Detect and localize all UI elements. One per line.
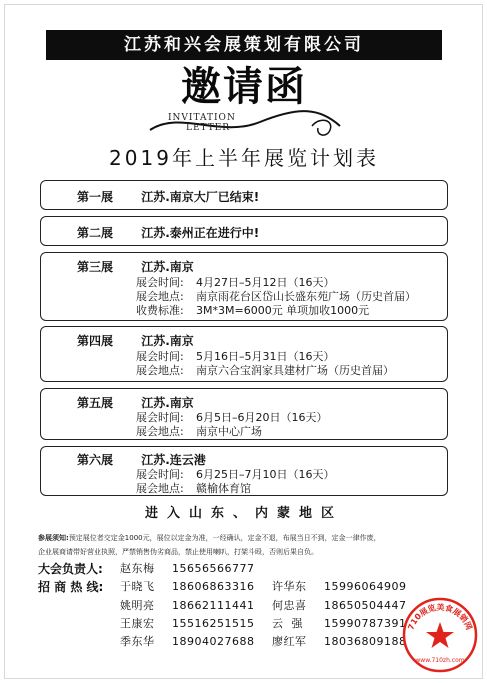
exhibitor-notice: [38, 531, 458, 559]
plan-title: 2019年上半年展览计划表: [109, 146, 379, 170]
event-city: 江苏.南京大厂已结束!: [141, 190, 260, 204]
hotline-contact: 王康宏 15516251515: [120, 617, 255, 630]
event-time: 展会时间: 4月27日–5月12日（16天）: [136, 276, 335, 289]
event-venue: 展会地点: 南京中心广场: [136, 425, 262, 438]
hotline-contact: 于晓飞 18606863316: [120, 580, 255, 593]
notice-line-2: 企业展商请带好营业执照，严禁销售伪劣商品，禁止使用喇叭，打架斗殴，否则后果自负。: [38, 548, 318, 556]
event-number: 第四展: [77, 334, 114, 348]
invitation-title: 邀请函: [181, 63, 307, 110]
company-seal-stamp: [401, 596, 479, 674]
invitation-sub-line2: LETTER: [186, 123, 231, 133]
event-city: 江苏.南京: [141, 396, 194, 410]
event-number: 第三展: [77, 260, 114, 274]
event-number: 第一展: [77, 190, 114, 204]
event-city: 江苏.南京: [141, 334, 194, 348]
region-notice: 进入山东、内蒙地区: [144, 506, 343, 521]
seal-text: 710展览美食展销网: [406, 602, 474, 632]
hotline-contact: 何忠喜 18650504447: [272, 599, 407, 612]
notice-label: 参展须知:: [38, 534, 69, 542]
hotline-label: 招 商 热 线:: [38, 580, 104, 594]
hotline-contact: 廖红军 18036809188: [272, 635, 407, 648]
event-5-box: [40, 388, 448, 440]
event-venue: 展会地点: 南京雨花台区岱山长盛东苑广场（历史首届）: [136, 290, 416, 303]
star-icon: [426, 622, 454, 648]
event-2-header: [77, 224, 259, 241]
event-venue: 展会地点: 南京六合宝润家具建材广场（历史首届）: [136, 364, 394, 377]
hotline-contact: 季东华 18904027688: [120, 635, 255, 648]
event-3-box: [40, 252, 448, 321]
event-venue: 展会地点: 赣榆体育馆: [136, 482, 251, 495]
event-time: 展会时间: 6月25日–7月10日（16天）: [136, 468, 335, 481]
invitation-sub-line1: INVITATION: [168, 113, 236, 123]
manager-label: 大会负责人:: [38, 562, 103, 576]
event-3-header: [77, 258, 194, 275]
event-time: 展会时间: 5月16日–5月31日（16天）: [136, 350, 335, 363]
event-2-box: [40, 216, 448, 246]
notice-line-1: 参展须知:预定展位者交定金1000元，展位以定金为准，一经确认，定金不退，布展当日不到，定金一律作废，: [38, 534, 381, 542]
invitation-subtitle: [168, 113, 308, 133]
event-1-box: [40, 180, 448, 210]
event-fee: 收费标准: 3M*3M=6000元 单项加收1000元: [136, 304, 370, 317]
event-number: 第六展: [77, 453, 114, 467]
event-6-box: [40, 446, 448, 496]
event-city: 江苏.连云港: [141, 453, 206, 467]
event-number: 第二展: [77, 226, 114, 240]
event-time: 展会时间: 6月5日–6月20日（16天）: [136, 411, 328, 424]
event-1-header: [77, 188, 259, 205]
manager-contact: 赵东梅 15656566777: [120, 562, 255, 575]
event-city: 江苏.泰州正在进行中!: [141, 226, 260, 240]
event-4-box: [40, 326, 448, 382]
hotline-contact: 许华东 15996064909: [272, 580, 407, 593]
hotline-contact: 云 强 15990787391: [272, 617, 407, 630]
event-4-header: [77, 332, 194, 349]
hotline-contact: 姚明亮 18662111441: [120, 599, 255, 612]
event-number: 第五展: [77, 396, 114, 410]
seal-url: www.710zh.com: [415, 657, 465, 664]
event-city: 江苏.南京: [141, 260, 194, 274]
company-name-banner: 江苏和兴会展策划有限公司: [46, 30, 442, 60]
